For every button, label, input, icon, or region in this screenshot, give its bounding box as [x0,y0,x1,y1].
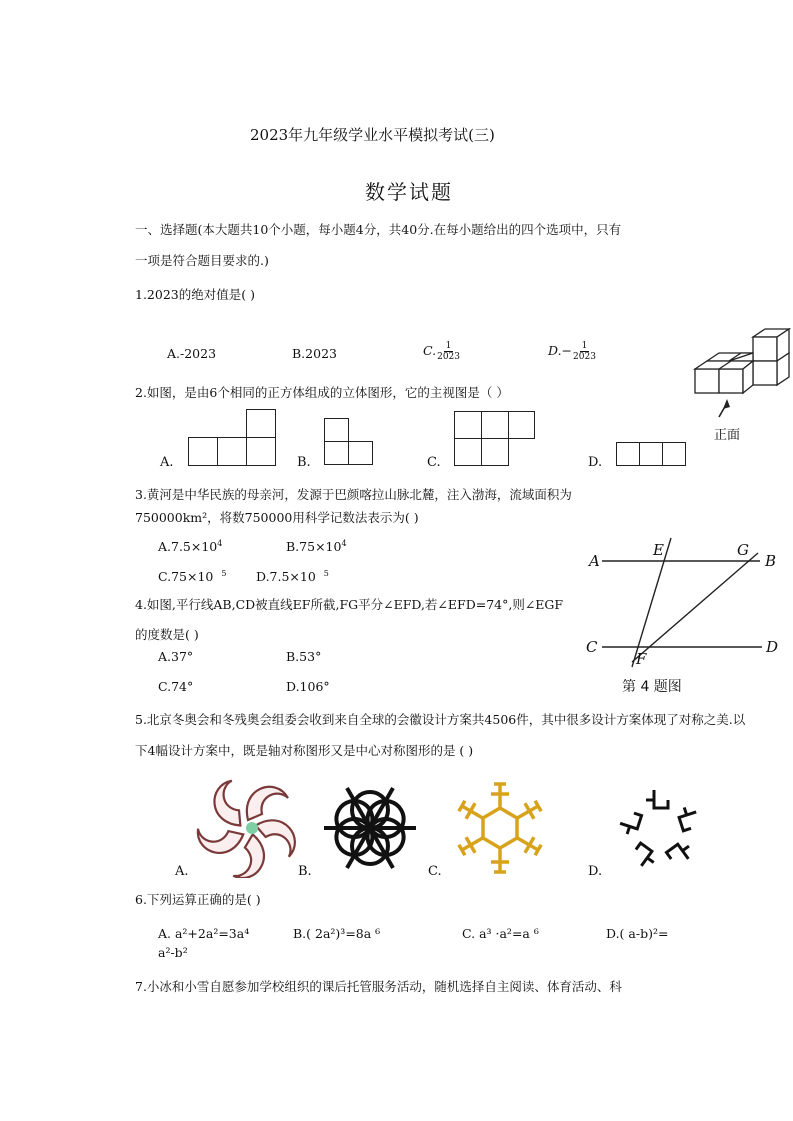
q2-option-a-label: A. [160,455,174,470]
q5-option-a-label: A. [175,864,189,879]
q4-option-c: C.74° [158,679,194,694]
q1-option-a: A.-2023 [167,346,217,361]
q4-parallel-lines-figure [580,535,792,697]
q3-option-a: $A.7.5\times 10^4$ [158,539,223,555]
q3-option-c: C.75×10 $^5$ [158,569,227,585]
q3-option-d: D.7.5×10 $^5$ [256,569,329,585]
q5-option-b-label: B. [298,864,312,879]
q3-option-b: $B.75\times 10^4$ [286,539,347,555]
q5-emblem-a [192,778,304,878]
q4-label-e: E [653,541,664,559]
q7-stem: 7.小冰和小雪自愿参加学校组织的课后托管服务活动，随机选择自主阅读、体育活动、科 [135,979,622,994]
q1-option-d: D.− $\frac{1}{2023}$ [548,341,596,362]
q4-label-d: D [766,638,779,656]
exam-subject: 数学试题 [365,180,453,204]
q6-option-b: B.( 2a²)³=8a ⁶ [293,926,381,941]
q4-label-b: B [765,552,777,570]
q1-option-c: C. $\frac{1}{2023}$ [423,341,460,362]
q5-line1: 5.北京冬奥会和冬残奥会组委会收到来自全球的会徽设计方案共4506件，其中很多设计方案体现了对称之美.以 [135,712,746,727]
q4-option-b: B.53° [286,649,322,664]
q4-label-g: G [737,541,749,559]
q6-stem: 6.下列运算正确的是( ) [135,892,261,907]
q4-label-f: F [636,650,647,668]
q5-emblem-c [453,778,547,878]
q4-line1: 4.如图,平行线AB,CD被直线EF所截,FG平分∠EFD,若∠EFD=74°,则∠EGF [135,597,564,612]
q4-figure-caption: 第 4 题图 [622,679,682,695]
q4-label-c: C [586,638,598,656]
q4-label-a: A [589,552,600,570]
q5-option-d-label: D. [588,864,603,879]
q5-line2: 下4幅设计方案中，既是轴对称图形又是中心对称图形的是 ( ) [135,743,474,758]
q4-option-a: A.37° [158,649,194,664]
q6-option-c: C. a³ ·a²=a ⁶ [462,926,539,941]
q5-emblem-b [322,778,418,878]
q3-line1: 3.黄河是中华民族的母亲河，发源于巴颜喀拉山脉北麓，注入渤海，流域面积为 [135,487,572,502]
exam-title: 2023年九年级学业水平模拟考试(三) [250,126,495,144]
q2-option-d-label: D. [588,455,603,470]
q4-line2: 的度数是( ) [135,627,199,642]
q2-option-c-label: C. [427,455,441,470]
section-instructions-line1: 一、选择题(本大题共10个小题，每小题4分，共40分.在每小题给出的四个选项中，只有 [135,222,622,237]
q2-front-label: 正面 [714,428,741,443]
q1-option-b: B.2023 [292,346,337,361]
section-instructions-line2: 一项是符合题目要求的.) [135,253,269,268]
q6-option-d-line1: D.( a-b)²= [606,926,669,941]
q3-line2: 750000km²，将数750000用科学记数法表示为( ) [135,510,419,525]
q6-option-d-line2: a²-b² [158,945,188,960]
q4-option-d: D.106° [286,679,330,694]
q1-stem: 1.2023的绝对值是( ) [135,287,255,302]
q2-stem: 2.如图，是由6个相同的正方体组成的立体图形，它的主视图是（ ） [135,385,509,400]
q5-emblem-d [610,782,710,878]
q2-option-b-label: B. [297,455,311,470]
q6-option-a: A. a²+2a²=3a⁴ [158,926,250,941]
q5-option-c-label: C. [428,864,442,879]
